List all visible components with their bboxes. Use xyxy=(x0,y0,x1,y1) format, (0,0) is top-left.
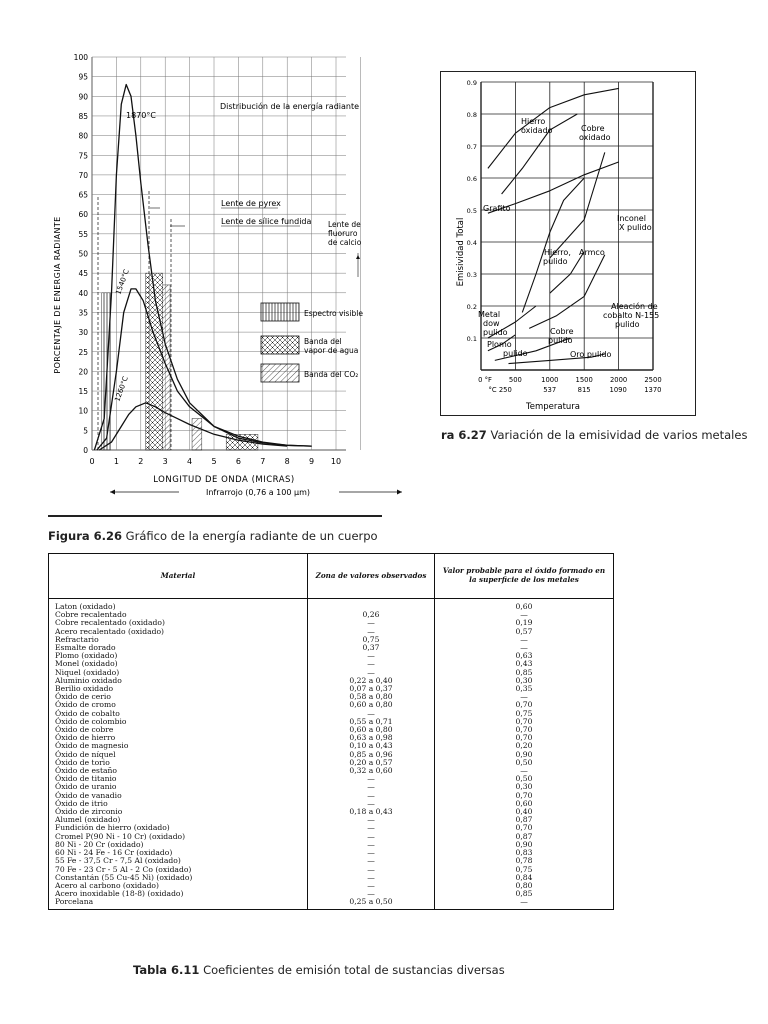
cell-observed: — xyxy=(308,619,435,627)
cell-material: Acero recalentado (oxidado) xyxy=(49,628,308,636)
cell-observed: — xyxy=(308,890,435,898)
cell-material: Óxido de uranio xyxy=(49,783,308,791)
cell-material: Fundición de hierro (oxidado) xyxy=(49,824,308,832)
cell-material: Acero inoxidable (18-8) (oxidado) xyxy=(49,890,308,898)
cell-probable: 0,83 xyxy=(435,849,614,857)
f26-x-tick: 10 xyxy=(330,457,342,466)
cell-probable: 0,87 xyxy=(435,816,614,824)
band-water-vapor xyxy=(146,273,163,450)
cell-observed: 0,26 xyxy=(308,611,435,619)
figure-6-26-caption: Figura 6.26 Gráfico de la energía radiante de un cuerpo xyxy=(48,529,378,543)
cell-probable: 0,40 xyxy=(435,808,614,816)
svg-text:dow: dow xyxy=(483,319,500,328)
cell-observed: 0,55 a 0,71 xyxy=(308,718,435,726)
cell-observed: — xyxy=(308,660,435,668)
f27-x-tick-f: 1000 xyxy=(541,376,559,384)
cell-material: Acero al carbono (oxidado) xyxy=(49,882,308,890)
f27-x-tick-c: 815 xyxy=(577,386,591,394)
table-row xyxy=(49,636,614,644)
cell-probable: 0,70 xyxy=(435,734,614,742)
cell-probable: — xyxy=(435,767,614,775)
cell-probable: 0,20 xyxy=(435,742,614,750)
svg-text:pulido: pulido xyxy=(503,349,528,358)
cell-material: Porcelana xyxy=(49,898,308,909)
f26-series-1870°C xyxy=(94,85,311,451)
f26-y-tick: 40 xyxy=(78,288,88,298)
f26-label-1540: 1540°C xyxy=(114,268,131,296)
col-material: Material xyxy=(49,554,308,599)
cell-probable: 0,90 xyxy=(435,841,614,849)
svg-text:Espectro visible: Espectro visible xyxy=(304,309,363,318)
f26-x-tick: 1 xyxy=(113,457,119,466)
f26-y-tick: 65 xyxy=(78,190,88,200)
cell-observed: 0,07 a 0,37 xyxy=(308,685,435,693)
f26-y-tick: 25 xyxy=(78,347,88,357)
f27-x-tick-f: 500 xyxy=(508,376,522,384)
band-visible xyxy=(102,293,111,450)
f27-x-tick-c: °C 250 xyxy=(488,386,512,394)
cell-observed: 0,85 a 0,96 xyxy=(308,751,435,759)
f26-x-sublabel: Infrarrojo (0,76 a 100 µm) xyxy=(206,488,310,497)
cell-material: Óxido de colombio xyxy=(49,718,308,726)
cell-material: Óxido de vanadio xyxy=(49,792,308,800)
f26-rule xyxy=(48,515,382,517)
cell-material: Berilio oxidado xyxy=(49,685,308,693)
cell-material: Óxido de itrio xyxy=(49,800,308,808)
f26-y-tick: 90 xyxy=(78,92,88,102)
cell-observed: 0,18 a 0,43 xyxy=(308,808,435,816)
cell-probable: 0,57 xyxy=(435,628,614,636)
cell-observed: 0,22 a 0,40 xyxy=(308,677,435,685)
f26-y-tick: 10 xyxy=(78,406,88,416)
cell-material: 60 Ni - 24 Fe - 16 Cr (oxidado) xyxy=(49,849,308,857)
cell-probable: — xyxy=(435,611,614,619)
cell-material: Esmalte dorado xyxy=(49,644,308,652)
svg-text:Oro pulido: Oro pulido xyxy=(570,350,612,359)
svg-text:X pulido: X pulido xyxy=(619,223,652,232)
cell-material: Óxido de cobre xyxy=(49,726,308,734)
cell-observed: — xyxy=(308,710,435,718)
f27-y-tick: 0.3 xyxy=(466,271,477,279)
f26-y-tick: 0 xyxy=(83,446,88,455)
cell-material: 70 Fe - 23 Cr - 5 Al - 2 Co (oxidado) xyxy=(49,866,308,874)
cell-probable: 0,70 xyxy=(435,726,614,734)
figure-6-27-caption: ra 6.27 Variación de la emisividad de varios metales xyxy=(441,428,748,442)
f26-x-tick: 4 xyxy=(187,457,193,466)
svg-text:pulido: pulido xyxy=(483,328,508,337)
cell-probable: 0,50 xyxy=(435,775,614,783)
cell-probable: 0,43 xyxy=(435,660,614,668)
legend-swatch-water xyxy=(261,336,299,354)
cell-probable: — xyxy=(435,693,614,701)
svg-text:Hierro,: Hierro, xyxy=(544,248,571,257)
cell-observed: 0,58 a 0,80 xyxy=(308,693,435,701)
svg-text:pulido: pulido xyxy=(543,257,568,266)
cell-probable: 0,35 xyxy=(435,685,614,693)
legend-swatch-co2 xyxy=(261,364,299,382)
cell-observed: 0,20 a 0,57 xyxy=(308,759,435,767)
f26-label-1260: 1260°C xyxy=(113,375,130,403)
cell-probable: 0,70 xyxy=(435,701,614,709)
f26-curves xyxy=(94,85,311,451)
svg-text:oxidado: oxidado xyxy=(579,133,611,142)
svg-text:Banda del CO₂: Banda del CO₂ xyxy=(304,370,359,379)
cell-material: Óxido de cromo xyxy=(49,701,308,709)
f26-x-tick: 2 xyxy=(138,457,144,466)
svg-text:Armco: Armco xyxy=(579,248,605,257)
cell-observed: 0,60 a 0,80 xyxy=(308,726,435,734)
cell-probable: — xyxy=(435,644,614,652)
cell-material: Constantán (55 Cu-45 Ni) (oxidado) xyxy=(49,874,308,882)
cell-material: Óxido de titanio xyxy=(49,775,308,783)
emissivity-table xyxy=(48,553,614,910)
cell-material: Óxido de zirconio xyxy=(49,808,308,816)
cell-observed: — xyxy=(308,652,435,660)
cell-probable: 0,30 xyxy=(435,677,614,685)
cell-observed: — xyxy=(308,800,435,808)
f26-x-tick: 9 xyxy=(309,457,315,466)
cell-material: 80 Ni - 20 Cr (oxidado) xyxy=(49,841,308,849)
cell-material: 55 Fe - 37,5 Cr - 7,5 Al (oxidado) xyxy=(49,857,308,865)
f26-y-tick: 100 xyxy=(73,53,88,62)
f27-x-tick-f: 1500 xyxy=(575,376,593,384)
cell-material: Monel (oxidado) xyxy=(49,660,308,668)
cell-probable: — xyxy=(435,898,614,909)
f27-x-tick-f: 0 °F xyxy=(478,376,492,384)
svg-text:pulido: pulido xyxy=(615,320,640,329)
cell-observed: — xyxy=(308,824,435,832)
cell-material: Plomo (oxidado) xyxy=(49,652,308,660)
cell-material: Aluminio oxidado xyxy=(49,677,308,685)
cell-observed: 0,32 a 0,60 xyxy=(308,767,435,775)
cell-material: Cobre recalentado (oxidado) xyxy=(49,619,308,627)
cell-probable: 0,90 xyxy=(435,751,614,759)
f26-x-tick: 8 xyxy=(284,457,290,466)
f26-pyrex-label: Lente de pyrex xyxy=(221,199,281,208)
svg-text:Banda del: Banda del xyxy=(304,337,342,346)
f26-fluoruro-label-3: de calcio xyxy=(328,238,362,247)
cell-probable: 0,63 xyxy=(435,652,614,660)
svg-text:Plomo: Plomo xyxy=(487,340,512,349)
cell-material: Refractario xyxy=(49,636,308,644)
f26-fluoruro-label-1: Lente de xyxy=(328,220,361,229)
svg-text:Cobre: Cobre xyxy=(581,124,605,133)
cell-probable: 0,78 xyxy=(435,857,614,865)
cell-probable: 0,75 xyxy=(435,710,614,718)
cell-observed: — xyxy=(308,866,435,874)
f26-label-1870: 1870°C xyxy=(126,111,156,120)
f26-silice-label: Lente de sílice fundida xyxy=(221,217,312,226)
svg-text:vapor de agua: vapor de agua xyxy=(304,346,359,355)
cell-material: Niquel (oxidado) xyxy=(49,669,308,677)
f27-y-tick: 0.4 xyxy=(466,239,477,247)
cell-observed: — xyxy=(308,628,435,636)
cell-material: Laton (oxidado) xyxy=(49,599,308,612)
band-co2-2 xyxy=(192,419,202,450)
svg-text:Aleación de: Aleación de xyxy=(611,302,658,311)
f27-x-tick-c: 1370 xyxy=(644,386,662,394)
cell-probable: 0,85 xyxy=(435,669,614,677)
cell-probable: 0,70 xyxy=(435,824,614,832)
cell-observed: — xyxy=(308,783,435,791)
f26-x-tick: 6 xyxy=(235,457,241,466)
f26-y-tick: 55 xyxy=(78,229,88,239)
cell-material: Óxido de cerio xyxy=(49,693,308,701)
f27-x-axis-label: Temperatura xyxy=(525,402,581,412)
svg-text:Grafito: Grafito xyxy=(483,204,511,213)
f26-y-tick: 95 xyxy=(78,72,88,82)
svg-text:cobalto N-155: cobalto N-155 xyxy=(603,311,660,320)
cell-observed: 0,10 a 0,43 xyxy=(308,742,435,750)
figure-6-26-chart xyxy=(40,45,420,515)
cell-observed: — xyxy=(308,849,435,857)
f26-y-tick: 80 xyxy=(78,131,88,141)
table-row xyxy=(49,685,614,693)
f26-y-tick: 50 xyxy=(78,249,88,259)
legend-swatch-visible xyxy=(261,303,299,321)
cell-observed: 0,75 xyxy=(308,636,435,644)
f26-x-tick: 5 xyxy=(211,457,217,466)
cell-probable: 0,84 xyxy=(435,874,614,882)
f26-y-tick: 45 xyxy=(78,269,88,279)
f26-x-tick: 3 xyxy=(162,457,168,466)
cell-probable: 0,80 xyxy=(435,882,614,890)
cell-probable: 0,60 xyxy=(435,800,614,808)
cell-material: Cromel P(90 Ni - 10 Cr) (oxidado) xyxy=(49,833,308,841)
table-row xyxy=(49,599,614,612)
f27-y-tick: 0.2 xyxy=(466,303,477,311)
svg-text:pulido: pulido xyxy=(548,336,573,345)
svg-text:Hierro: Hierro xyxy=(521,117,546,126)
cell-probable: 0,75 xyxy=(435,866,614,874)
cell-observed: — xyxy=(308,857,435,865)
f27-y-tick: 0.5 xyxy=(466,207,477,215)
f26-y-tick: 70 xyxy=(78,170,88,180)
svg-text:Cobre: Cobre xyxy=(550,327,574,336)
f27-y-tick: 0.8 xyxy=(466,111,477,119)
cell-probable: 0,30 xyxy=(435,783,614,791)
cell-material: Óxido de estaño xyxy=(49,767,308,775)
table-row xyxy=(49,890,614,898)
cell-observed: — xyxy=(308,874,435,882)
f26-y-tick: 60 xyxy=(78,210,88,220)
f27-y-tick: 0.9 xyxy=(466,79,477,87)
svg-text:Metal: Metal xyxy=(478,310,501,319)
f27-x-tick-c: 1090 xyxy=(609,386,627,394)
svg-text:oxidado: oxidado xyxy=(521,126,553,135)
f27-y-tick: 0.1 xyxy=(466,335,477,343)
f26-y-tick: 30 xyxy=(78,328,88,338)
figure-6-27-chart xyxy=(441,72,695,415)
col-observed-range: Zona de valores observados xyxy=(308,554,435,599)
f26-y-tick: 85 xyxy=(78,111,88,121)
cell-probable: 0,70 xyxy=(435,718,614,726)
cell-observed: 0,37 xyxy=(308,644,435,652)
f26-x-tick: 7 xyxy=(260,457,266,466)
cell-observed: — xyxy=(308,841,435,849)
table-6-11-caption: Tabla 6.11 Coeficientes de emisión total de sustancias diversas xyxy=(133,963,505,977)
cell-probable: 0,50 xyxy=(435,759,614,767)
cell-probable: 0,19 xyxy=(435,619,614,627)
cell-material: Cobre recalentado xyxy=(49,611,308,619)
cell-probable: 0,87 xyxy=(435,833,614,841)
cell-material: Óxido de torio xyxy=(49,759,308,767)
cell-observed: — xyxy=(308,816,435,824)
cell-probable: 0,60 xyxy=(435,599,614,612)
f27-y-tick: 0.6 xyxy=(466,175,477,183)
cell-probable: 0,70 xyxy=(435,792,614,800)
f26-y-axis-label: PORCENTAJE DE ENERGIA RADIANTE xyxy=(53,216,62,374)
f26-y-tick: 5 xyxy=(83,426,88,436)
f27-x-tick-f: 2000 xyxy=(609,376,628,384)
cell-observed: — xyxy=(308,833,435,841)
svg-text:Inconel: Inconel xyxy=(617,214,646,223)
cell-observed: 0,60 a 0,80 xyxy=(308,701,435,709)
f27-y-axis-label: Emisividad Total xyxy=(456,217,466,287)
cell-observed: — xyxy=(308,882,435,890)
cell-probable: 0,85 xyxy=(435,890,614,898)
cell-observed: — xyxy=(308,775,435,783)
f26-title-note: Distribución de la energía radiante xyxy=(220,102,360,111)
f27-y-tick: 0.7 xyxy=(466,143,477,151)
cell-observed: 0,63 a 0,98 xyxy=(308,734,435,742)
f26-hatched-bands xyxy=(102,273,258,450)
f26-x-axis-label: LONGITUD DE ONDA (MICRAS) xyxy=(153,475,295,485)
cell-observed: 0,25 a 0,50 xyxy=(308,898,435,909)
f26-y-tick: 20 xyxy=(78,367,88,377)
f26-y-tick: 75 xyxy=(78,151,88,161)
cell-observed: — xyxy=(308,792,435,800)
f26-y-tick: 35 xyxy=(78,308,88,318)
cell-material: Alumel (oxidado) xyxy=(49,816,308,824)
table-row xyxy=(49,898,614,909)
cell-material: Óxido de hierro xyxy=(49,734,308,742)
cell-material: Óxido de cobalto xyxy=(49,710,308,718)
col-probable-value: Valor probable para el óxido formado en la superficie de los metales xyxy=(435,554,614,599)
table-row xyxy=(49,628,614,636)
table-row xyxy=(49,759,614,767)
f27-curve-labels xyxy=(478,117,659,359)
f26-fluoruro-label-2: fluoruro xyxy=(328,229,358,238)
cell-probable: — xyxy=(435,636,614,644)
f26-x-tick: 0 xyxy=(89,457,95,466)
f27-x-tick-f: 2500 xyxy=(644,376,662,384)
f26-y-tick: 15 xyxy=(78,387,88,397)
cell-material: Óxido de níquel xyxy=(49,751,308,759)
cell-observed: — xyxy=(308,669,435,677)
f26-legend xyxy=(261,303,363,382)
f27-x-tick-c: 537 xyxy=(543,386,557,394)
cell-material: Óxido de magnesio xyxy=(49,742,308,750)
